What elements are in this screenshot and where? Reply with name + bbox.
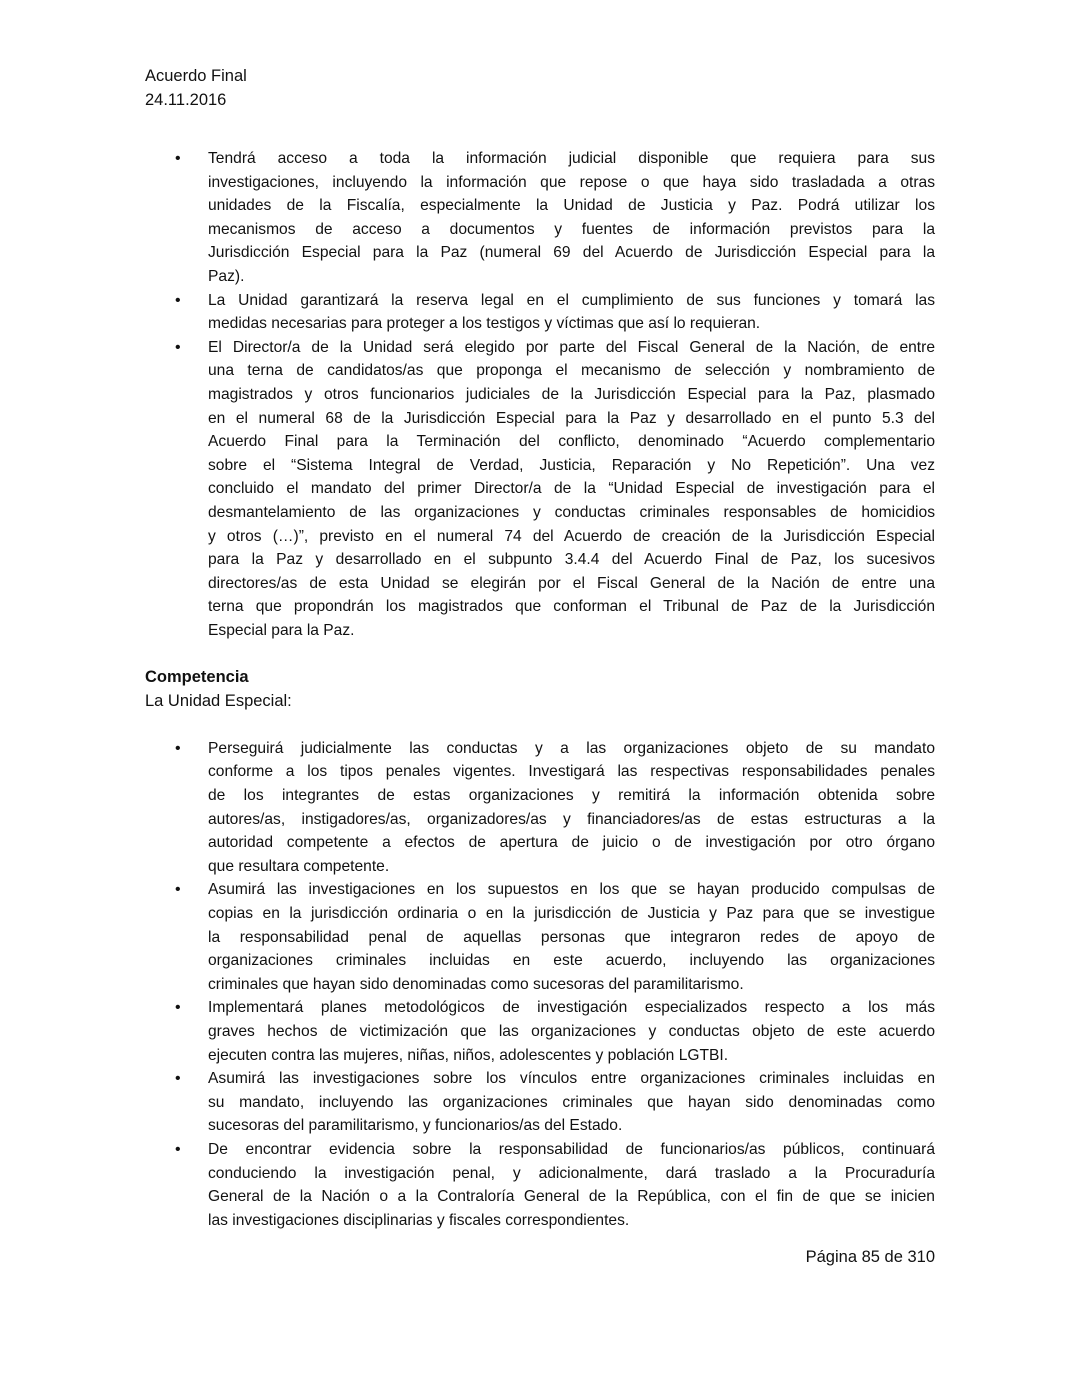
text-line: General de la Nación o a la Contraloría General de la República, con el fin de que se inicien: [208, 1188, 935, 1206]
text-line: y otros (…)”, previsto en el numeral 74 del Acuerdo de creación de la Jurisdicción Especial: [208, 527, 935, 545]
text-line: El Director/a de la Unidad será elegido por parte del Fiscal General de la Nación, de entre: [208, 338, 935, 356]
section-heading: Competencia: [145, 668, 249, 687]
text-line: Acuerdo Final para la Terminación del conflicto, denominado “Acuerdo complementario: [208, 433, 935, 451]
text-line: La Unidad garantizará la reserva legal en el cumplimiento de sus funciones y tomará las: [208, 291, 935, 309]
text-line: para la Paz y desarrollado en el subpunto 3.4.4 del Acuerdo Final de Paz, los sucesivos: [208, 551, 935, 569]
bullet-list-competencia: [145, 737, 935, 1232]
text-line: en el numeral 68 de la Jurisdicción Especial para la Paz y desarrollado en el punto 5.3 del: [208, 409, 935, 427]
section-intro: La Unidad Especial:: [145, 691, 292, 710]
text-line: sobre el “Sistema Integral de Verdad, Justicia, Reparación y No Repetición”. Una vez: [208, 456, 935, 474]
text-line: las investigaciones disciplinarias y fiscales correspondientes.: [208, 1211, 630, 1229]
bullet-icon: •: [175, 999, 181, 1017]
bullet-icon: •: [175, 291, 181, 309]
text-line: Especial para la Paz.: [208, 621, 355, 639]
list-item: [145, 289, 935, 336]
list-item: [145, 996, 935, 1067]
document-body: [145, 147, 935, 1232]
text-line: graves hechos de victimización que las organizaciones y conductas objeto de este acuerdo: [208, 1022, 935, 1040]
text-line: desmantelamiento de las organizaciones y conductas criminales responsables de homicidios: [208, 503, 935, 521]
text-line: criminales que hayan sido denominadas como sucesoras del paramilitarismo.: [208, 975, 744, 993]
page-number: Página 85 de 310: [805, 1248, 935, 1266]
text-line: investigaciones, incluyendo la información que repose o que haya sido trasladada a otras: [208, 173, 935, 191]
list-item: [145, 1067, 935, 1138]
text-line: la responsabilidad penal de aquellas personas que integraron redes de apoyo de: [208, 928, 935, 946]
bullet-list-top: [145, 147, 935, 642]
text-line: Asumirá las investigaciones en los supuestos en los que se hayan producido compulsas de: [208, 881, 935, 899]
text-line: medidas necesarias para proteger a los testigos y víctimas que así lo requieran.: [208, 315, 761, 333]
text-line: copias en la jurisdicción ordinaria o en la jurisdicción de Justicia y Paz para que se investigue: [208, 905, 935, 922]
text-line: Jurisdicción Especial para la Paz (numeral 69 del Acuerdo de Jurisdicción Especial para la: [208, 244, 935, 262]
list-item: [145, 336, 935, 643]
text-line: sucesoras del paramilitarismo, y funcionarios/as del Estado.: [208, 1117, 623, 1135]
text-line: su mandato, incluyendo las organizaciones criminales que hayan sido denominadas como: [208, 1093, 935, 1111]
text-line: Perseguirá judicialmente las conductas y a las organizaciones objeto de su mandato: [208, 739, 935, 757]
document-title: Acuerdo Final: [145, 67, 247, 85]
text-line: directores/as de esta Unidad se elegirán por el Fiscal General de la Nación de entre una: [208, 574, 935, 592]
bullet-icon: •: [175, 150, 181, 167]
text-line: conforme a los tipos penales vigentes. Investigará las respectivas responsabilidades penales: [208, 763, 935, 781]
text-line: una terna de candidatos/as que proponga el mecanismo de selección y nombramiento de: [208, 362, 935, 380]
bullet-icon: •: [175, 1140, 181, 1158]
text-line: autoridad competente a efectos de apertura de juicio o de investigación por otro órgano: [208, 834, 935, 852]
text-line: terna que propondrán los magistrados que conforman el Tribunal de Paz de la Jurisdicción: [208, 598, 935, 616]
text-line: concluido el mandato del primer Director/a de la “Unidad Especial de investigación para el: [208, 480, 935, 498]
text-line: Asumirá las investigaciones sobre los vínculos entre organizaciones criminales incluidas en: [208, 1070, 935, 1088]
page-header: [145, 64, 247, 112]
text-line: magistrados y otros funcionarios judiciales de la Jurisdicción Especial para la Paz, plasmado: [208, 385, 935, 403]
text-line: mecanismos de acceso a documentos y fuentes de información previstos para la: [208, 220, 935, 238]
text-line: De encontrar evidencia sobre la responsabilidad de funcionarios/as públicos, continuará: [208, 1140, 935, 1158]
bullet-icon: •: [175, 1070, 181, 1088]
text-line: autores/as, instigadores/as, organizadores/as y financiadores/as de estas estructuras a la: [208, 810, 935, 828]
text-line: Paz).: [208, 267, 245, 285]
list-item: [145, 147, 935, 289]
text-line: Tendrá acceso a toda la información judicial disponible que requiera para sus: [208, 150, 935, 167]
bullet-icon: •: [175, 338, 181, 356]
text-line: unidades de la Fiscalía, especialmente la Unidad de Justicia y Paz. Podrá utilizar los: [208, 197, 935, 215]
document-date: 24.11.2016: [145, 91, 227, 109]
text-line: ejecuten contra las mujeres, niñas, niños, adolescentes y población LGTBI.: [208, 1046, 729, 1064]
text-line: de los integrantes de estas organizaciones y remitirá la información obtenida sobre: [208, 787, 935, 805]
text-line: que resultara competente.: [208, 857, 390, 875]
list-item: [145, 1138, 935, 1232]
list-item: [145, 737, 935, 879]
bullet-icon: •: [175, 739, 181, 757]
text-line: conduciendo la investigación penal, y adicionalmente, dará traslado a la Procuraduría: [208, 1164, 935, 1182]
bullet-icon: •: [175, 881, 181, 899]
list-item: [145, 878, 935, 996]
text-line: Implementará planes metodológicos de investigación especializados respecto a los más: [208, 999, 935, 1017]
text-line: organizaciones criminales incluidas en este acuerdo, incluyendo las organizaciones: [208, 952, 935, 970]
